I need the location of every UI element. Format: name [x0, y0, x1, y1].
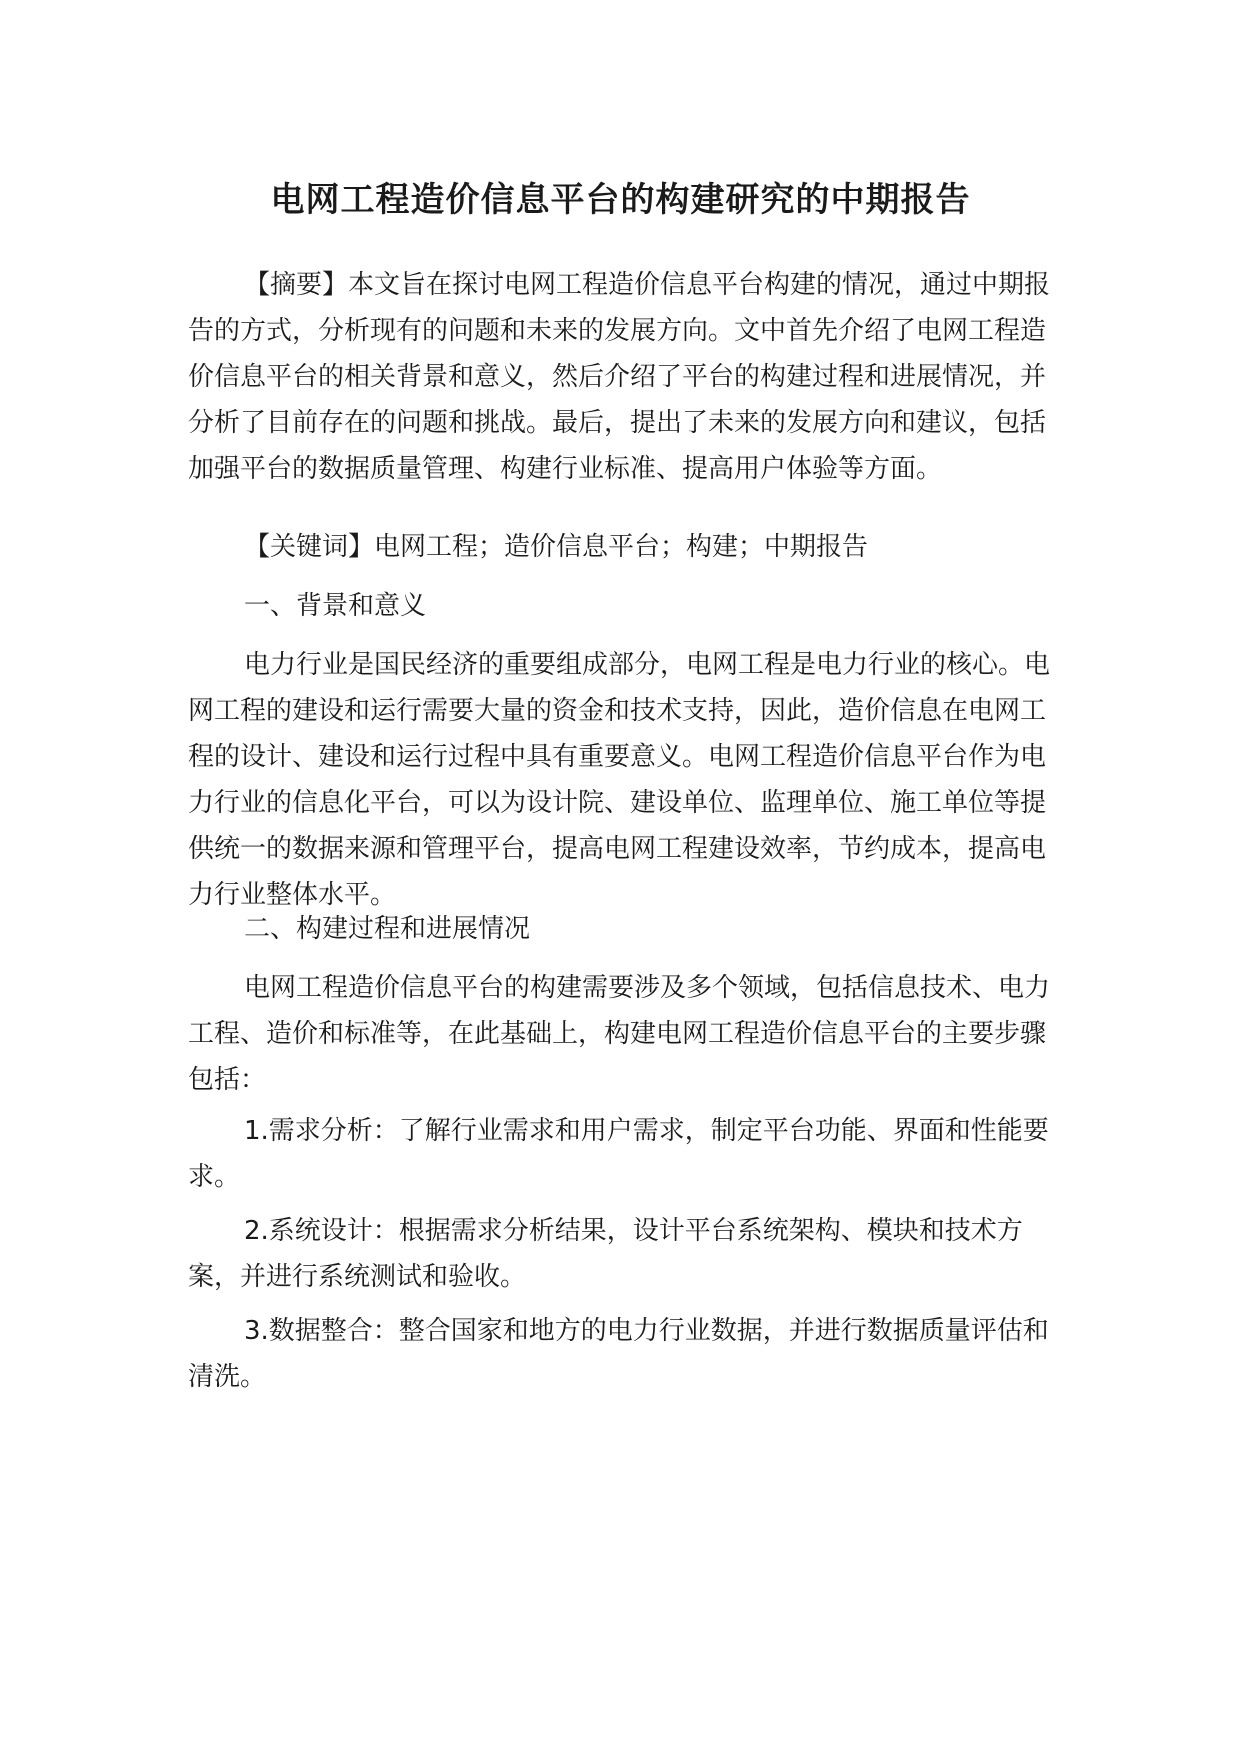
keywords-paragraph: 【关键词】电网工程；造价信息平台；构建；中期报告 — [244, 532, 869, 562]
step1-paragraph: 1.需求分析：了解行业需求和用户需求，制定平台功能、界面和性能要求。 — [188, 1116, 1049, 1192]
step3-paragraph: 3.数据整合：整合国家和地方的电力行业数据，并进行数据质量评估和清洗。 — [188, 1316, 1049, 1392]
section2-intro-paragraph: 电网工程造价信息平台的构建需要涉及多个领域，包括信息技术、电力工程、造价和标准等，在此基础上，构建电网工程造价信息平台的主要步骤包括： — [188, 973, 1051, 1095]
document-title: 电网工程造价信息平台的构建研究的中期报告 — [270, 180, 971, 220]
step2-paragraph: 2.系统设计：根据需求分析结果，设计平台系统架构、模块和技术方案，并进行系统测试和验收。 — [188, 1216, 1023, 1292]
abstract-paragraph: 【摘要】本文旨在探讨电网工程造价信息平台构建的情况，通过中期报告的方式，分析现有的问题和未来的发展方向。文中首先介绍了电网工程造价信息平台的相关背景和意义，然后介绍了平台的构建过程和进展情况，并分析了目前存在的问题和挑战。最后，提出了未来的发展方向和建议，包括加强平台的数据质量管理、构建行业标准、提高用户体验等方面。 — [188, 270, 1051, 484]
section1-paragraph: 电力行业是国民经济的重要组成部分，电网工程是电力行业的核心。电网工程的建设和运行需要大量的资金和技术支持，因此，造价信息在电网工程的设计、建设和运行过程中具有重要意义。电网工程造价信息平台作为电力行业的信息化平台，可以为设计院、建设单位、监理单位、施工单位等提供统一的数据来源和管理平台，提高电网工程建设效率，节约成本，提高电力行业整体水平。 — [188, 650, 1051, 910]
section1-heading: 一、背景和意义 — [244, 591, 427, 621]
section2-heading: 二、构建过程和进展情况 — [244, 914, 531, 944]
